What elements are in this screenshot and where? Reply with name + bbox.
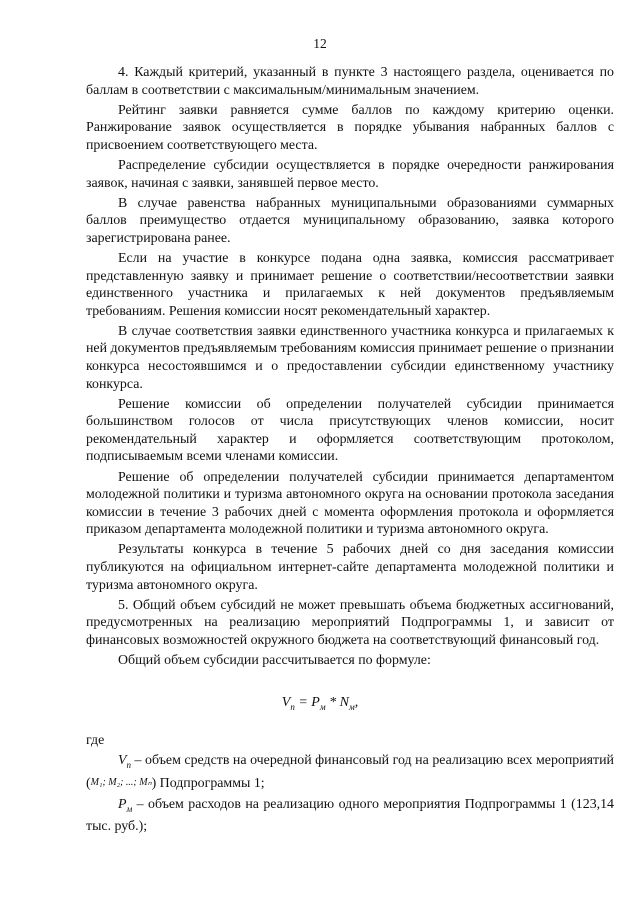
formula-a-sub: м — [319, 701, 326, 712]
definition-v-mlist: M₁; M₂; ...; Mₙ — [90, 777, 152, 789]
paragraph-5: Если на участие в конкурсе подана одна заявка, комиссия рассматривает представленную заявку и принимает решение о соответствии/несоответствии заявки единственного участника и прилагаемых к ней документов предъявляемым требованиям. Решения комиссии носят рекомендательный характер. — [86, 250, 614, 319]
paragraph-4: В случае равенства набранных муниципальными образованиями суммарных баллов преимущество отдается муниципальному образованию, заявка которого зарегистрирована ранее. — [86, 195, 614, 246]
paragraph-11: Общий объем субсидии рассчитывается по формуле: — [118, 653, 431, 668]
page-number: 12 — [313, 36, 327, 51]
paragraph-8: Решение об определении получателей субсидии принимается департаментом молодежной политики и туризма автономного округа на основании протокола заседания комиссии в течение 3 рабочих дней с момента оформления протокола и оформляется приказом департамента молодежной политики и туризма автономного округа. — [86, 469, 614, 538]
definition-v-sub: п — [126, 759, 131, 770]
paragraph-7: Решение комиссии об определении получателей субсидии принимается большинством голосов от числа присутствующих членов комиссии, носит рекомендательный характер и оформляется соответствующим протоколом, подписываемым всеми членами комиссии. — [86, 396, 614, 465]
document-body — [86, 64, 614, 670]
formula-lhs: V — [281, 695, 291, 710]
paragraph-9: Результаты конкурса в течение 5 рабочих дней со дня заседания комиссии публикуются на официальном интернет-сайте департамента молодежной политики и туризма автономного округа. — [86, 542, 614, 593]
definition-p-sym: P — [118, 796, 127, 812]
formula-b: N — [339, 695, 349, 710]
formula-op: * — [325, 695, 340, 710]
formula-a: P — [311, 695, 320, 710]
definition-p-sub: м — [126, 803, 133, 814]
paragraph-1: 4. Каждый критерий, указанный в пункте 3 настоящего раздела, оценивается по баллам в соответствии с максимальным/минимальным значением. — [86, 65, 614, 98]
definition-p — [86, 796, 614, 836]
definition-p-symbol — [118, 797, 132, 812]
definition-v-text1: – объем средств на очередной финансовый год на реализацию всех мероприятий ( — [86, 753, 614, 792]
paragraph-2: Рейтинг заявки равняется сумме баллов по каждому критерию оценки. Ранжирование заявок осуществляется в порядке убывания набранных баллов с присвоением соответствующего места. — [86, 102, 614, 153]
paragraph-3: Распределение субсидии осуществляется в порядке очередности ранжирования заявок, начиная с заявки, занявшей первое место. — [86, 157, 614, 191]
formula-lhs-sub: п — [290, 701, 295, 712]
formula-tail: , — [354, 695, 359, 710]
formula-b-sub: м — [348, 701, 355, 712]
formula-eq: = — [294, 695, 312, 710]
definition-v — [86, 752, 614, 793]
definitions — [86, 752, 614, 836]
paragraph-6: В случае соответствия заявки единственного участника конкурса и прилагаемых к ней документов предъявляемым требованиям комиссия принимает решение о признании конкурса несостоявшимся и о предоставлении субсидии единственному участнику конкурса. — [86, 323, 614, 392]
formula — [0, 695, 640, 712]
paragraph-10: 5. Общий объем субсидий не может превышать объема бюджетных ассигнований, предусмотренных на реализацию мероприятий Подпрограммы 1, и зависит от финансовых возможностей окружного бюджета на соответствующий финансовый год. — [86, 597, 614, 648]
where-label: где — [86, 733, 105, 748]
definition-v-text2: ) Подпрограммы 1; — [151, 776, 265, 792]
definition-v-sym: V — [118, 753, 127, 768]
definition-p-text: – объем расходов на реализацию одного мероприятия Подпрограммы 1 (123,14 тыс. руб.); — [86, 796, 614, 835]
definition-v-symbol — [118, 753, 131, 768]
